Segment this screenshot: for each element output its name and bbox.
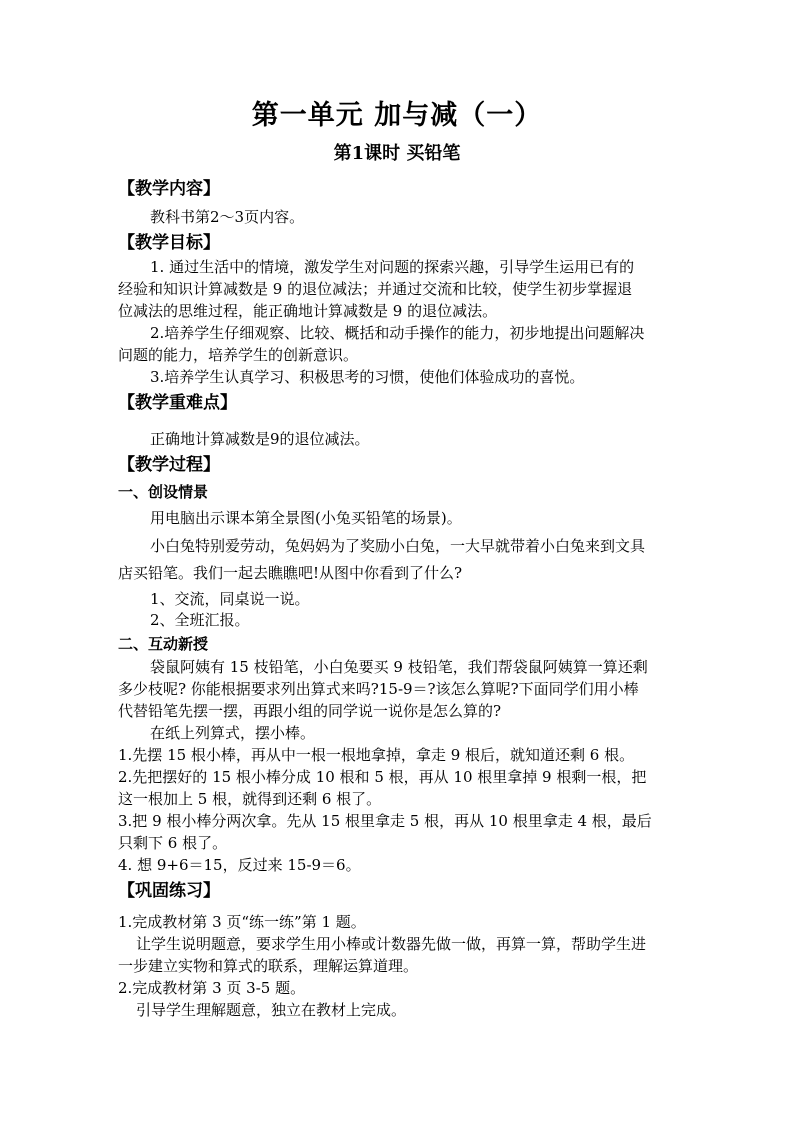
method-3-line-2: 只剩下 6 根了。: [118, 834, 228, 852]
question-line-3: 代替铅笔先摆一摆，再跟小组的同学说一说你是怎么算的?: [118, 702, 502, 720]
process-part-2-title: 二、互动新授: [118, 635, 209, 653]
method-3-line-1: 3.把 9 根小棒分两次拿。先从 15 根里拿走 5 根，再从 10 根里拿走 4 根，最后: [118, 812, 652, 830]
process-p1: 用电脑出示课本第全景图(小兔买铅笔的场景)。: [150, 509, 462, 527]
section-heading-goals: 【教学目标】: [118, 233, 220, 253]
goal-1-line-3: 位减法的思维过程，能正确地计算减数是 9 的退位减法。: [118, 302, 498, 320]
goal-1-line-2: 经验和知识计算减数是 9 的退位减法；并通过交流和比较，使学生初步掌握退: [118, 280, 633, 298]
process-p2-line-2: 店买铅笔。我们一起去瞧瞧吧!从图中你看到了什么?: [118, 564, 463, 582]
exercise-1-desc-line-2: 一步建立实物和算式的联系，理解运算道理。: [118, 957, 419, 975]
page-title: 第一单元 加与减（一）: [251, 100, 543, 131]
process-p2-line-1: 小白兔特别爱劳动，兔妈妈为了奖励小白兔，一大早就带着小白兔来到文具: [150, 537, 646, 555]
lesson-subtitle: 第1课时 买铅笔: [333, 143, 461, 164]
exercise-2: 2.完成教材第 3 页 3-5 题。: [118, 979, 306, 997]
method-4: 4. 想 9+6＝15，反过来 15-9＝6。: [118, 856, 361, 874]
exercise-1-desc-line-1: 让学生说明题意，要求学生用小棒或计数器先做一做，再算一算，帮助学生进: [136, 935, 647, 953]
section-heading-process: 【教学过程】: [118, 455, 220, 475]
section-heading-content: 【教学内容】: [118, 179, 220, 199]
question-line-2: 多少枝呢? 你能根据要求列出算式来吗?15-9＝?该怎么算呢?下面同学们用小棒: [118, 680, 639, 698]
method-1: 1.先摆 15 根小棒，再从中一根一根地拿掉，拿走 9 根后，就知道还剩 6 根。: [118, 746, 635, 764]
process-step-2: 2、全班汇报。: [150, 611, 250, 629]
goal-2-line-2: 问题的能力，培养学生的创新意识。: [118, 346, 359, 364]
exercise-1: 1.完成教材第 3 页“练一练”第 1 题。: [118, 913, 366, 931]
question-line-1: 袋鼠阿姨有 15 枝铅笔，小白兔要买 9 枝铅笔，我们帮袋鼠阿姨算一算还剩: [150, 658, 648, 676]
method-2-line-2: 这一根加上 5 根，就得到还剩 6 根了。: [118, 790, 382, 808]
key-text: 正确地计算减数是9的退位减法。: [150, 430, 370, 448]
method-2-line-1: 2.先把摆好的 15 根小棒分成 10 根和 5 根，再从 10 根里拿掉 9 根剩一根，把: [118, 768, 647, 786]
exercise-2-desc: 引导学生理解题意，独立在教材上完成。: [136, 1001, 407, 1019]
goal-2-line-1: 2.培养学生仔细观察、比较、概括和动手操作的能力，初步地提出问题解决: [150, 324, 645, 342]
process-part-1-title: 一、创设情景: [118, 483, 209, 501]
process-step-1: 1、交流，同桌说一说。: [150, 590, 310, 608]
goal-1-line-1: 1. 通过生活中的情境，激发学生对问题的探索兴趣，引导学生运用已有的: [150, 258, 635, 276]
section-heading-key: 【教学重难点】: [118, 393, 237, 413]
goal-3: 3.培养学生认真学习、积极思考的习惯，使他们体验成功的喜悦。: [150, 368, 585, 386]
content-text: 教科书第2～3页内容。: [150, 208, 305, 226]
question-line-4: 在纸上列算式，摆小棒。: [150, 724, 316, 742]
section-heading-practice: 【巩固练习】: [118, 881, 220, 901]
